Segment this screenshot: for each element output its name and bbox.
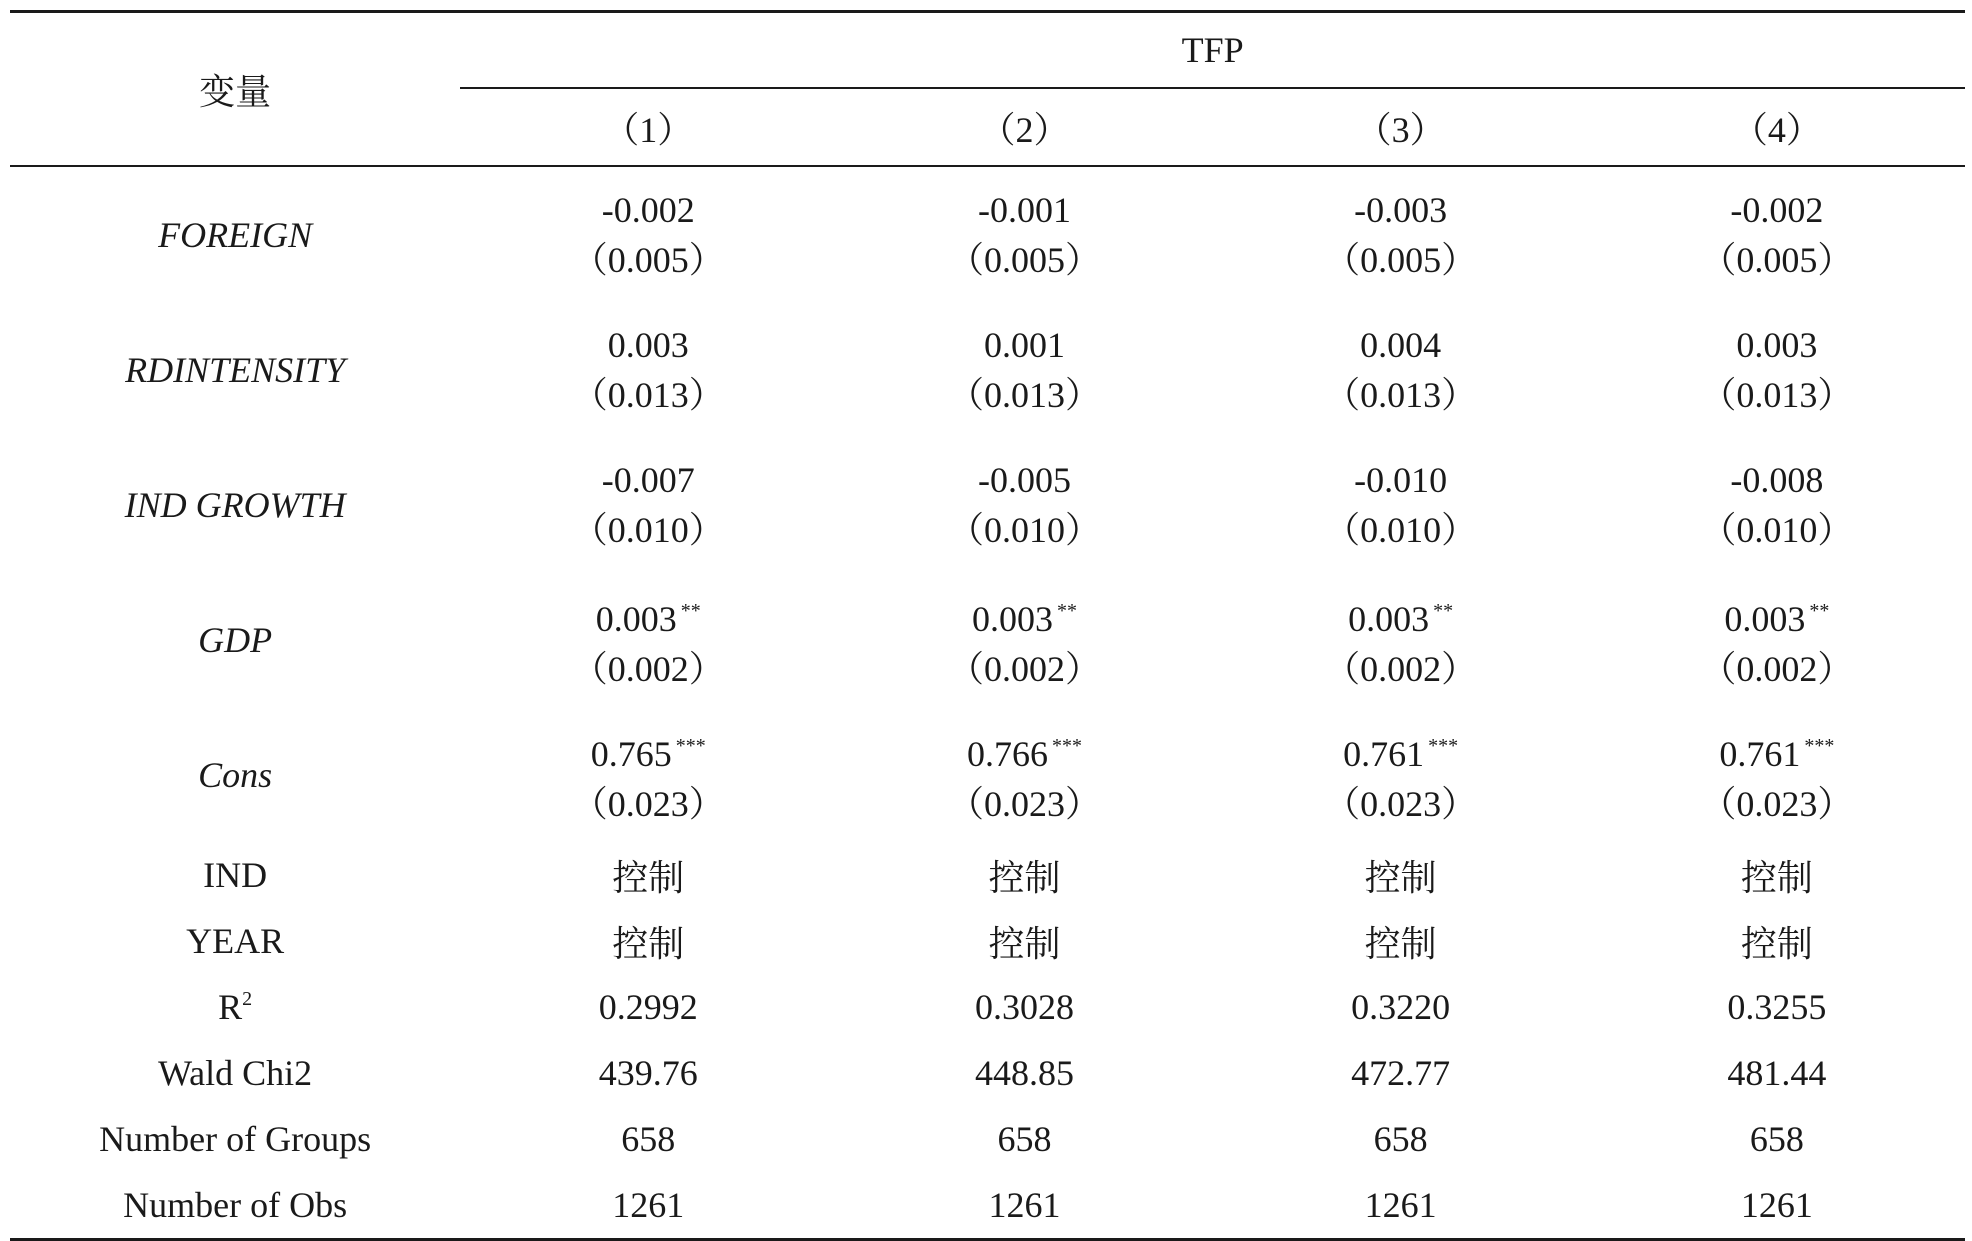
coefficient-number: -0.003 [1354,189,1448,230]
variable-name: IND GROWTH [124,484,346,525]
coefficient-value [836,185,1212,235]
model-header-2: （2） [836,88,1212,166]
variable-name: Cons [198,754,273,795]
standard-error: （0.023） [1324,783,1478,824]
stat-cell: 0.3220 [1351,987,1451,1027]
stat-cell: 448.85 [974,1053,1074,1093]
coef-cell [1589,707,1965,842]
stat-cell: 控制 [612,923,685,964]
coefficient-number: 0.761 [1343,733,1425,774]
variable-label: R [218,987,243,1027]
variable-label: Wald Chi2 [158,1053,313,1093]
significance-stars: ** [680,599,701,622]
standard-error: （0.023） [571,783,725,824]
coefficient-value [460,455,836,505]
stat-cell: 控制 [1364,857,1437,898]
coefficient-number: 0.003 [595,598,677,639]
significance-stars: *** [675,734,706,757]
coefficient-number: -0.002 [601,189,695,230]
coefficient-value [1589,185,1965,235]
coef-cell [836,437,1212,572]
table-row [10,166,1965,302]
standard-error: （0.010） [1700,509,1854,550]
significance-stars: *** [1804,734,1835,757]
standard-error: （0.002） [571,648,725,689]
regression-table-container [10,10,1965,1241]
variable-name [10,842,460,908]
table-body [10,166,1965,1240]
variable-header: 变量 [10,12,460,167]
coef-cell [1213,572,1589,707]
coef-cell [460,437,836,572]
coef-cell [1589,437,1965,572]
significance-stars: ** [1056,599,1077,622]
coefficient-number: 0.003 [1724,598,1806,639]
coefficient-value [836,320,1212,370]
standard-error: （0.013） [1700,374,1854,415]
coefficient-value [1213,721,1589,779]
coefficient-value [1589,721,1965,779]
coefficient-number: -0.010 [1354,459,1448,500]
coef-cell [1213,437,1589,572]
stat-cell: 控制 [1740,923,1813,964]
coefficient-value [836,455,1212,505]
stat-cell: 1261 [1213,1172,1589,1240]
coefficient-number: 0.766 [966,733,1048,774]
coef-cell [836,302,1212,437]
coefficient-value [460,586,836,644]
coef-cell [836,166,1212,302]
coef-cell [1213,707,1589,842]
stat-cell: 439.76 [598,1053,698,1093]
coef-cell [836,572,1212,707]
standard-error: （0.005） [571,239,725,280]
coefficient-number: 0.003 [1348,598,1430,639]
table-row [10,842,1965,908]
stat-cell: 1261 [836,1172,1212,1240]
stat-cell: 658 [1749,1119,1804,1159]
coefficient-number: 0.003 [607,324,689,365]
variable-name [10,1172,460,1240]
variable-name [10,974,460,1040]
table-row [10,437,1965,572]
variable-label: YEAR [186,921,285,961]
standard-error: （0.023） [1700,783,1854,824]
table-row [10,572,1965,707]
standard-error: （0.013） [571,374,725,415]
stat-cell: 472.77 [1351,1053,1451,1093]
coef-cell [1589,302,1965,437]
table-row [10,707,1965,842]
coef-cell [460,302,836,437]
table-row [10,1172,1965,1240]
coefficient-value [460,320,836,370]
stat-cell: 控制 [1740,857,1813,898]
coefficient-value [460,185,836,235]
standard-error: （0.002） [947,648,1101,689]
variable-name: GDP [198,619,273,660]
coefficient-value [836,586,1212,644]
standard-error: （0.013） [1324,374,1478,415]
table-row [10,1106,1965,1172]
coefficient-value [1589,320,1965,370]
stat-cell: 控制 [1364,923,1437,964]
coefficient-value [1213,320,1589,370]
standard-error: （0.010） [1324,509,1478,550]
stat-cell: 控制 [988,857,1061,898]
coefficient-value [1213,185,1589,235]
standard-error: （0.005） [947,239,1101,280]
significance-stars: ** [1433,599,1454,622]
standard-error: （0.002） [1700,648,1854,689]
table-row [10,1040,1965,1106]
coef-cell [1589,572,1965,707]
variable-name [10,1106,460,1172]
coef-cell [1589,166,1965,302]
stat-cell: 0.2992 [598,987,698,1027]
coefficient-number: 0.761 [1719,733,1801,774]
standard-error: （0.023） [947,783,1101,824]
table-row [10,302,1965,437]
stat-cell: 0.3028 [974,987,1074,1027]
stat-cell: 658 [621,1119,676,1159]
stat-cell: 658 [997,1119,1052,1159]
table-row [10,974,1965,1040]
stat-cell: 1261 [460,1172,836,1240]
model-header-3: （3） [1213,88,1589,166]
coef-cell [1213,166,1589,302]
coefficient-number: -0.005 [977,459,1071,500]
coef-cell [460,707,836,842]
significance-stars: *** [1051,734,1082,757]
tfp-header: TFP [460,12,1965,89]
table-header [10,12,1965,167]
variable-label: IND [203,855,268,895]
variable-name: FOREIGN [158,214,313,255]
coefficient-number: -0.008 [1730,459,1824,500]
standard-error: （0.010） [947,509,1101,550]
coef-cell [836,707,1212,842]
stat-cell: 481.44 [1727,1053,1827,1093]
coefficient-value [460,721,836,779]
coefficient-number: 0.003 [971,598,1053,639]
model-header-1: （1） [460,88,836,166]
coefficient-number: -0.002 [1730,189,1824,230]
stat-cell: 控制 [612,857,685,898]
coef-cell [460,166,836,302]
standard-error: （0.010） [571,509,725,550]
coefficient-number: 0.004 [1360,324,1442,365]
variable-name [10,1040,460,1106]
variable-label: Number of Groups [99,1119,372,1159]
variable-name [10,908,460,974]
table-row [10,908,1965,974]
coef-cell [1213,302,1589,437]
variable-name: RDINTENSITY [125,349,346,390]
standard-error: （0.005） [1324,239,1478,280]
standard-error: （0.005） [1700,239,1854,280]
coefficient-number: -0.001 [977,189,1071,230]
coefficient-value [1589,455,1965,505]
coefficient-value [836,721,1212,779]
stat-cell: 控制 [988,923,1061,964]
significance-stars: ** [1809,599,1830,622]
coef-cell [460,572,836,707]
coefficient-number: 0.003 [1736,324,1818,365]
coefficient-value [1213,455,1589,505]
superscript: 2 [242,988,253,1010]
variable-label: Number of Obs [123,1185,348,1225]
coefficient-value [1589,586,1965,644]
significance-stars: *** [1428,734,1459,757]
model-header-4: （4） [1589,88,1965,166]
regression-table [10,10,1965,1241]
stat-cell: 658 [1373,1119,1428,1159]
standard-error: （0.002） [1324,648,1478,689]
coefficient-number: 0.001 [983,324,1065,365]
stat-cell: 0.3255 [1727,987,1827,1027]
stat-cell: 1261 [1589,1172,1965,1240]
coefficient-number: 0.765 [590,733,672,774]
coefficient-value [1213,586,1589,644]
coefficient-number: -0.007 [601,459,695,500]
standard-error: （0.013） [947,374,1101,415]
